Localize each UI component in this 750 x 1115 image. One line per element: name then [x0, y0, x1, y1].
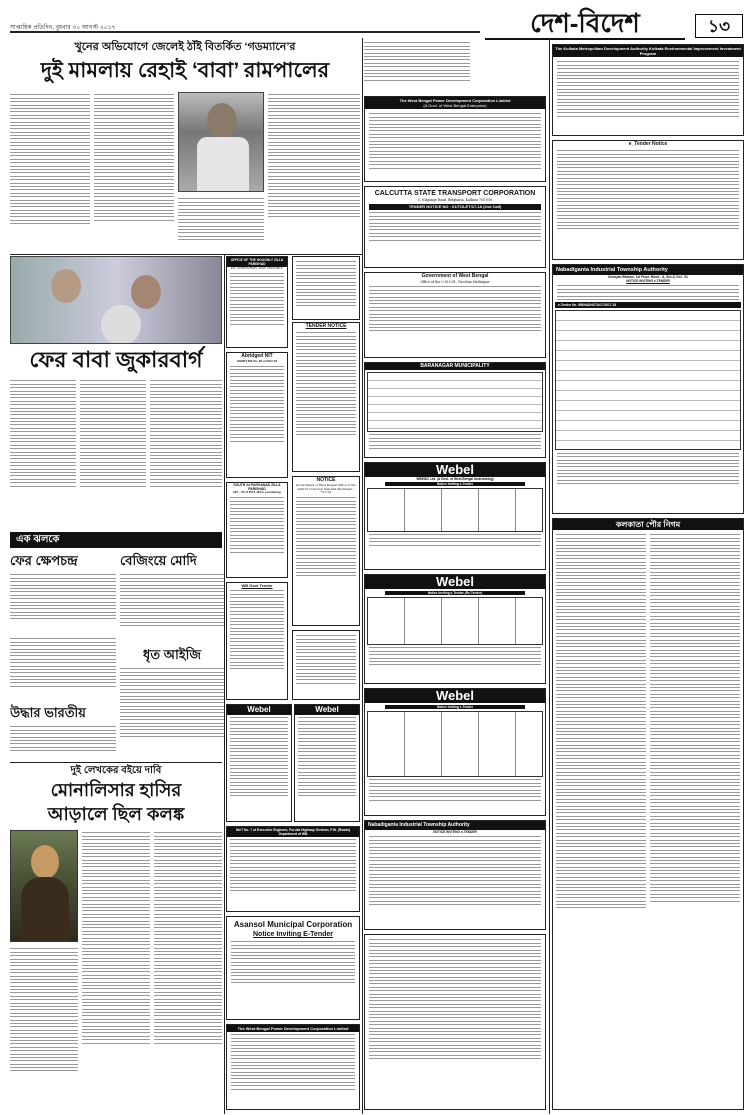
- cstc-notice: TENDER NOTICE NO : 01/TOLET/17-18 (2nd Call): [369, 204, 541, 210]
- webel-small-2-logo: Webel: [295, 705, 359, 715]
- south24-ad: [226, 482, 288, 578]
- lead-column-3: [178, 196, 264, 252]
- glance-item-4: উদ্ধার ভারতীয়: [10, 705, 86, 720]
- webel-1-notice: Notice Inviting e-Tender: [385, 482, 525, 486]
- webel-ad-3: [364, 688, 546, 816]
- zuckerberg-column-3: [150, 378, 222, 518]
- cstc-sub: 5, Nilgunge Road, Belgharia, Kolkata-700 056: [417, 198, 493, 202]
- webel-3-notice: Notice Inviting e-Tender: [385, 705, 525, 709]
- glance-item-3: ধৃত আইজি: [143, 647, 201, 662]
- asansol-title: Asansol Municipal Corporation: [233, 920, 353, 929]
- cmoh-title: Government of West Bengal: [421, 273, 489, 279]
- kmda-title: The Kolkata Metropolitan Development Authority Kolkata Environmental Improvement Investment Program: [553, 45, 743, 57]
- cstc-title: CALCUTTA STATE TRANSPORT CORPORATION: [374, 190, 536, 197]
- webel-small-ad-1: [226, 704, 292, 822]
- short-story-top: [364, 40, 470, 94]
- e-tender-notice-title: e_Tender Notice: [628, 141, 668, 147]
- mona-kicker: দুই লেখকের বইয়ে দাবি: [70, 765, 162, 776]
- webel-2-notice: Notice Inviting e-Tender (Re-Tender): [385, 591, 525, 595]
- abridged-nit-title: Abridged NIT: [241, 353, 273, 359]
- mona-lisa-image: [10, 830, 78, 942]
- glance-item-1: ফের ক্ষেপচন্দ্র: [10, 553, 78, 568]
- webel-ad-2: [364, 574, 546, 684]
- lead-column-4: [268, 92, 360, 252]
- wbpdcl-ad-2: [226, 1024, 360, 1110]
- abridged-nit-sub: SHORT NIT No. 25 of 2017-18: [237, 359, 277, 363]
- mona-column-1: [82, 830, 150, 1110]
- lead-kicker: খুনের অভিযোগে জেলেই ঠাঁই বিতর্কিত ‘গডম্যানে’র: [74, 41, 296, 53]
- section-rule-2: [10, 762, 222, 763]
- glance-label: এক ঝলকে: [10, 532, 222, 548]
- purulia-ad: [226, 826, 360, 912]
- glance-item-1b-text: [10, 636, 116, 702]
- rampal-photo: [178, 92, 264, 192]
- tender-notice-ad: [292, 322, 360, 472]
- hooghly-right-ad: [292, 256, 360, 320]
- wbpdcl-1-title: The West Bengal Power Development Corporation Limited: [399, 98, 511, 103]
- lead-column-2: [94, 92, 174, 250]
- govt-wb-notice-title: NOTICE: [316, 477, 336, 483]
- section-title: দেশ-বিদেশ: [485, 6, 685, 40]
- column-rule-3: [549, 38, 550, 1114]
- nabadiganta-2-notice: NOTICE INVITING e-TENDER: [433, 830, 477, 834]
- govt-wb-notice-ad: [292, 476, 360, 626]
- baranagar-title: BARANAGAR MUNICIPALITY: [365, 363, 545, 370]
- webel-1-sub: WBEIDC Ltd. (A Govt. of West Bengal Undertaking): [416, 477, 494, 481]
- kmda-ad: [552, 44, 744, 136]
- zuckerberg-headline: ফের বাবা জুকারবার্গ: [29, 347, 203, 372]
- baranagar-ad: [364, 362, 546, 458]
- govt-wb-notice-sub: Government of West Bengal Office of the District Collector, Paschim Medinipur : 721101: [296, 483, 356, 495]
- glance-item-2-text: [120, 572, 224, 644]
- zuckerberg-photo: [10, 256, 222, 344]
- nabadiganta-ref: e-Tender No. WBNADNOTA/17/2017-18: [555, 302, 741, 308]
- glance-item-4-text: [10, 724, 116, 762]
- wbpdcl-ad-1: [364, 96, 546, 182]
- hooghly-title: OFFICE OF THE HOOGHLY ZILLA PARISHAD: [227, 257, 287, 267]
- mona-headline-1: মোনালিসার হাসির: [50, 780, 182, 800]
- webel-small-1-logo: Webel: [227, 705, 291, 715]
- hooghly-ad: [226, 256, 288, 348]
- header-rule: [10, 31, 480, 33]
- purulia-title: NIeT No. 7 of Executive Engineer, Purulia Highway Division, P.W. (Roads) Department of WB: [227, 827, 359, 837]
- glance-item-1-text: [10, 572, 116, 634]
- dateline: সাপ্তাহিক প্রতিদিন, বুধবার ৩০ আগস্ট ২০১৭: [10, 25, 116, 31]
- zuckerberg-column-2: [80, 378, 146, 518]
- cmoh-sub: Office of the C.M.O.H., Paschim Medinipur: [420, 280, 490, 284]
- south24-sub: NIT – 25 of 2017-18 for e-tendering: [233, 490, 281, 495]
- wb-govt-tender-ad: [226, 582, 288, 700]
- mona-column-0: [10, 946, 78, 1110]
- asansol-ad: [226, 916, 360, 1020]
- kmc-ad: [552, 518, 744, 1110]
- nabadiganta-title: Nabadiganta Industrial Township Authority: [553, 265, 743, 275]
- webel-1-logo: Webel: [365, 463, 545, 477]
- nabadiganta-ad-2: [364, 820, 546, 930]
- glance-item-3-text: [120, 666, 224, 760]
- webel-3-logo: Webel: [365, 689, 545, 703]
- kmc-title: কলকাতা পৌর নিগম: [553, 519, 743, 530]
- webel-2-logo: Webel: [365, 575, 545, 589]
- tender-notice-title: TENDER NOTICE: [305, 323, 347, 329]
- column-rule-2: [362, 38, 363, 1114]
- lead-headline: দুই মামলায় রেহাই ‘বাবা’ রামপালের: [40, 59, 330, 82]
- wb-govt-tender-title: WB Govt Tender: [241, 583, 273, 588]
- mona-headline-2: আড়ালে ছিল কলঙ্ক: [47, 804, 185, 824]
- zuckerberg-column-1: [10, 378, 76, 518]
- mona-column-2: [154, 830, 222, 1110]
- cmoh-ad: [364, 272, 546, 358]
- column-rule-1: [224, 254, 225, 1114]
- nabadiganta-sub: Unnayan Bhavan, 1st Floor, Block - A, Sec-II, Kol - 91: [608, 275, 688, 279]
- wbpdcl-1-sub: (A Govt. of West Bengal Enterprise): [423, 103, 487, 108]
- glance-item-2: বেজিংয়ে মোদি: [120, 553, 197, 568]
- section-rule-1: [10, 254, 362, 255]
- nabadiganta-ad: [552, 264, 744, 514]
- nabadiganta-notice: NOTICE INVITING e-TENDER: [626, 279, 670, 283]
- e-tender-notice-ad: [552, 140, 744, 260]
- webel-small-ad-2: [294, 704, 360, 822]
- nabadiganta-ad-3: [364, 934, 546, 1110]
- cstc-ad: [364, 186, 546, 268]
- asansol-notice: Notice Inviting E-Tender: [253, 931, 333, 938]
- nabadiganta-2-title: Nabadiganta Industrial Township Authority: [365, 821, 545, 830]
- page-number: ১৩: [695, 14, 743, 38]
- wbpdcl-2-title: The West Bengal Power Development Corporation Limited: [227, 1025, 359, 1032]
- south24-title: SOUTH 24 PARGANAS ZILLA PARISHAD: [233, 483, 281, 492]
- lead-column-1: [10, 92, 90, 250]
- webel-ad-1: [364, 462, 546, 570]
- hooghly-sub: PO. CHINSURAH, DIST. HOOGHLY: [231, 266, 283, 270]
- govt-wb-notice-ad-2: [292, 630, 360, 700]
- abridged-nit-ad: [226, 352, 288, 478]
